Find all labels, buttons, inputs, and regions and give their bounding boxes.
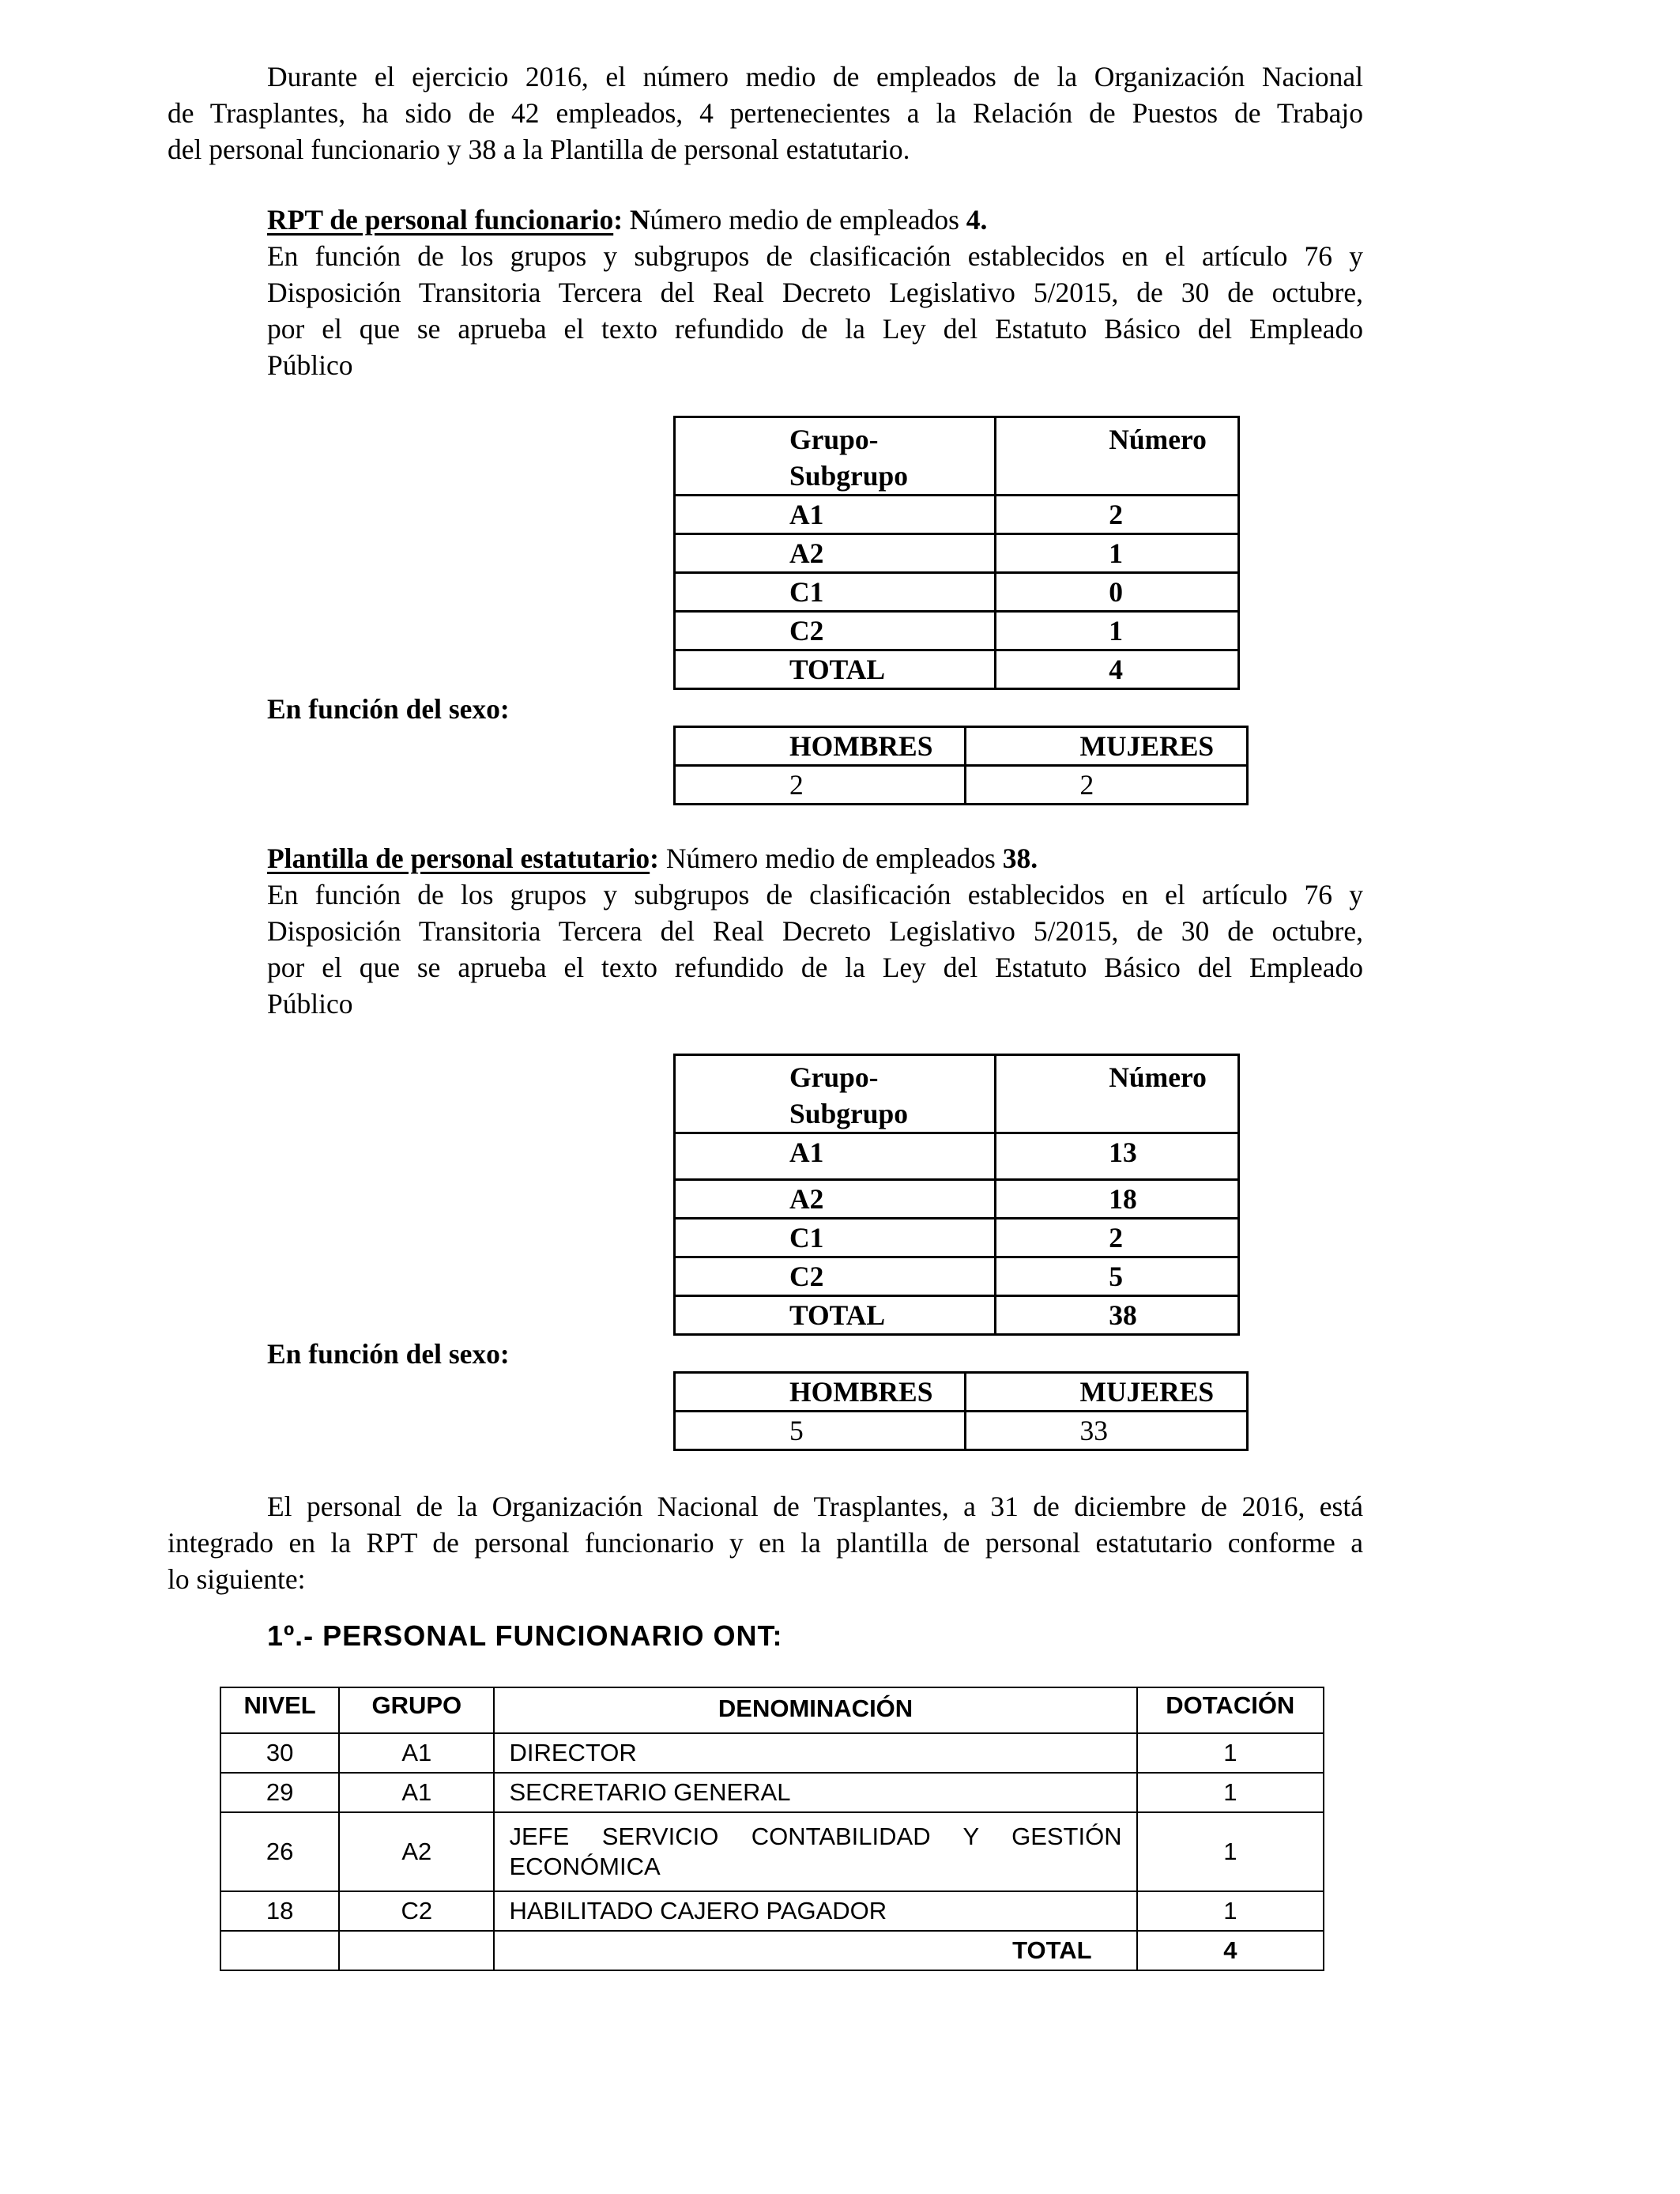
plantilla-group-table [673, 1054, 1240, 1336]
plantilla-lead-text: Número medio de empleados [658, 843, 996, 874]
table-row: C2 1 [675, 612, 1239, 650]
total-label: TOTAL [494, 1931, 1136, 1970]
rpt-description [267, 238, 1363, 383]
rpt-group-table [673, 416, 1240, 690]
rpt-desc-line: Público [267, 349, 353, 381]
men-header: HOMBRES [789, 1376, 933, 1408]
table-header-row [675, 1373, 1248, 1412]
table-row: A2 18 [675, 1180, 1239, 1219]
plantilla-count: 38. [1002, 843, 1038, 874]
group-header: Grupo- [789, 1061, 879, 1093]
plantilla-lead [267, 840, 1363, 876]
table-row [675, 766, 1248, 805]
plantilla-colon: : [650, 843, 659, 874]
table-row [675, 1412, 1248, 1450]
grupo-header: GRUPO [339, 1687, 494, 1733]
total-value: 4 [1137, 1931, 1324, 1970]
plantilla-desc-line: por el que se aprueba el texto refundido de la Ley del Estatuto Básico del Empleado [267, 952, 1363, 983]
table-total-row: TOTAL 4 [675, 650, 1239, 689]
rpt-sex-table [673, 726, 1249, 805]
plantilla-title: Plantilla de personal estatutario [267, 843, 650, 874]
plantilla-desc-line: Disposición Transitoria Tercera del Real Decreto Legislativo 5/2015, de 30 de octubre, [267, 915, 1363, 947]
table-row: C2 5 [675, 1257, 1239, 1296]
rpt-lead-text: úmero medio de empleados [650, 204, 959, 236]
denominacion-header: DENOMINACIÓN [494, 1687, 1136, 1733]
intro-line: Durante el ejercicio 2016, el número medio de empleados de la Organización Nacional [267, 61, 1363, 92]
closing-paragraph [168, 1488, 1363, 1597]
women-header: MUJERES [1079, 730, 1215, 762]
men-count: 5 [789, 1415, 804, 1446]
rpt-n-letter: N [629, 204, 650, 236]
women-count: 2 [1079, 769, 1094, 801]
intro-paragraph [168, 58, 1363, 168]
section-heading: 1º.- PERSONAL FUNCIONARIO ONT: [267, 1619, 783, 1652]
group-header: Subgrupo [789, 1098, 908, 1129]
plantilla-sex-table [673, 1371, 1249, 1451]
plantilla-desc-line: Público [267, 988, 353, 1020]
table-header-row [675, 1055, 1239, 1133]
intro-line: del personal funcionario y 38 a la Plantilla de personal estatutario. [168, 134, 910, 165]
table-row: 26 A2 JEFE SERVICIO CONTABILIDAD Y GESTIÓN ECONÓMICA 1 [220, 1812, 1324, 1891]
table-row: A1 2 [675, 496, 1239, 534]
plantilla-desc-line: En función de los grupos y subgrupos de clasificación establecidos en el artículo 76 y [267, 879, 1363, 910]
table-row: A2 1 [675, 534, 1239, 573]
nivel-header: NIVEL [220, 1687, 339, 1733]
rpt-desc-line: Disposición Transitoria Tercera del Real Decreto Legislativo 5/2015, de 30 de octubre, [267, 277, 1363, 308]
rpt-desc-line: En función de los grupos y subgrupos de clasificación establecidos en el artículo 76 y [267, 240, 1363, 272]
women-header: MUJERES [1079, 1376, 1215, 1408]
plantilla-description [267, 876, 1363, 1022]
number-header: Número [1109, 1061, 1207, 1093]
rpt-lead [267, 202, 1363, 238]
women-count: 33 [1079, 1415, 1108, 1446]
men-count: 2 [789, 769, 804, 801]
table-total-row: TOTAL 38 [675, 1296, 1239, 1335]
table-row: 29 A1 SECRETARIO GENERAL 1 [220, 1773, 1324, 1812]
table-row: A1 13 [675, 1133, 1239, 1180]
group-header: Subgrupo [789, 460, 908, 492]
rpt-colon: : [613, 204, 623, 236]
men-header: HOMBRES [789, 730, 933, 762]
rpt-count: 4. [966, 204, 988, 236]
table-row: C1 0 [675, 573, 1239, 612]
plantilla-sex-label: En función del sexo: [267, 1338, 510, 1370]
table-header-row [675, 417, 1239, 496]
closing-line: integrado en la RPT de personal funcionario y en la plantilla de personal estatutario conforme a [168, 1527, 1363, 1559]
table-row: 18 C2 HABILITADO CAJERO PAGADOR 1 [220, 1891, 1324, 1931]
closing-line: El personal de la Organización Nacional de Trasplantes, a 31 de diciembre de 2016, está [267, 1491, 1363, 1522]
table-header-row [220, 1687, 1324, 1733]
table-header-row [675, 727, 1248, 766]
group-header: Grupo- [789, 424, 879, 455]
rpt-sex-label: En función del sexo: [267, 693, 510, 725]
closing-line: lo siguiente: [168, 1563, 306, 1595]
funcionario-table [220, 1687, 1324, 1971]
table-row: 30 A1 DIRECTOR 1 [220, 1733, 1324, 1773]
table-total-row [220, 1931, 1324, 1970]
number-header: Número [1109, 424, 1207, 455]
dotacion-header: DOTACIÓN [1137, 1687, 1324, 1733]
rpt-title: RPT de personal funcionario [267, 204, 614, 236]
table-row: C1 2 [675, 1219, 1239, 1257]
intro-line: de Trasplantes, ha sido de 42 empleados, 4 pertenecientes a la Relación de Puestos de Trabajo [168, 97, 1363, 129]
rpt-desc-line: por el que se aprueba el texto refundido de la Ley del Estatuto Básico del Empleado [267, 313, 1363, 345]
